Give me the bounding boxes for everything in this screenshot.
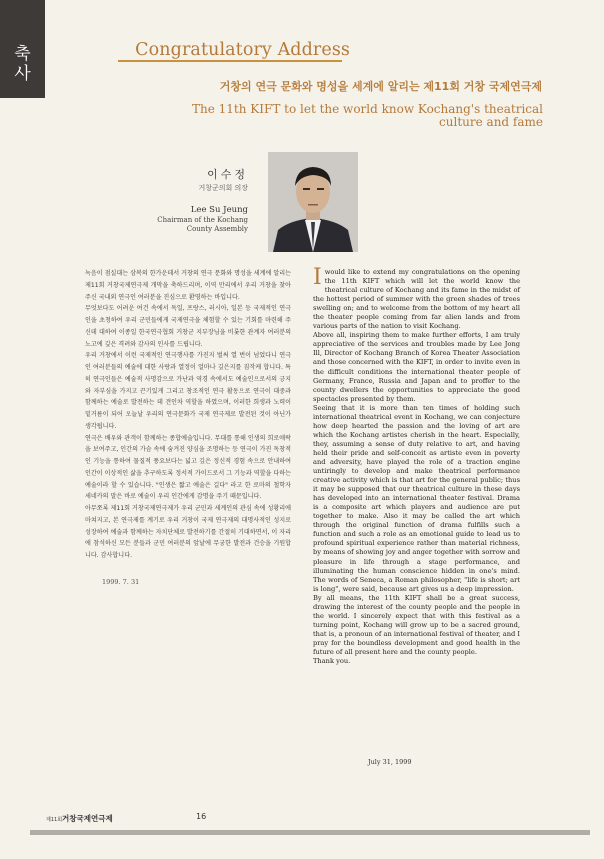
english-date: July 31, 1999 (368, 758, 412, 766)
english-paragraph: By all means, the 11th KIFT shall be a great success, drawing the interest of the county people and the people in the world. I sincerely expect that with this festival as a turning point, Kochang will grow up to be a sacred ground, that is, a pronoun of an international festival of theater, and I pray for the boundless development and good health in the future of all present here and the county people. (313, 593, 520, 656)
author-name-english: Lee Su Jeung (190, 205, 248, 215)
korean-body (85, 268, 291, 562)
author-title-english-line-1: Chairman of the Kochang (157, 216, 248, 224)
footer-brand-prefix: 제11회 (46, 817, 63, 823)
author-name-korean: 이수정 (207, 168, 248, 181)
korean-paragraph: 연극은 배우와 관객이 함께하는 종합예술입니다. 무대를 통해 인생의 희로애락을 보여주고, 인간의 가슴 속에 숨겨진 양심을 조명하는 등 연극이 가진 독창적인 기능을 통하여 물질적 풍요보다는 넓고 깊은 정신적 경험 속으로 안내하여 인간이 이상적인 삶을 추구하도록 정서적 가이드로서 그 기능과 역할을 다하는 예술이라 할 수 있습니다. "인생은 짧고 예술은 길다" 라고 한 로마의 철학자 세네카의 말은 바로 예술이 우리 인간에게 감명을 주기 때문입니다. (85, 434, 291, 501)
korean-paragraph: 무엇보다도 어려운 여건 속에서 독일, 프랑스, 러시아, 일본 등 국제적인 연극인을 초청하여 우리 군민들에게 국제연극을 체험할 수 있는 기회를 마련해 주신데 대하여 이종일 한국연극협회 거창군 지부장님을 비롯한 관계자 여러분의 노고에 깊은 격려와 감사의 인사를 드립니다. (85, 305, 291, 348)
page-number: 16 (196, 812, 207, 821)
footer-rule (30, 830, 590, 835)
english-paragraph: Seeing that it is more than ten times of holding such international theatrical event in Kochang, we can conjecture how deep hearted the passion and the loving of art are which the Kochang artistes cherish in the heart. Especially, they, assuming a sense of duty relative to art, and having held their pride and self-conceit as artiste even in poverty and adversity, have played the role of a traction engine untiringly to develop and make theatrical performance creative activity which is that art for the general public; thus it may be supposed that our theatrical culture in these days has developed into an international theater festival. Drama is a composite art which players and audience are put together to make. Also it may be called the art which through the original function of drama fulfills such a function and such a role as an emotional guide to lead us to profound spiritual experience rather than material richness, by means of showing joy and anger together with sorrow and pleasure in life through a stage performance, and illuminating the human conscience hidden in one's mind. The words of Seneca, a Roman philosopher, "life is short; art is long", were said, because art gives us a deep impression. (313, 403, 520, 593)
footer-brand-name: 거창국제연극제 (62, 814, 113, 823)
author-title-korean: 거창군의회 의장 (198, 184, 248, 192)
author-portrait (268, 152, 358, 252)
english-paragraph-text: would like to extend my congratulations on the opening the 11th KIFT which will let the world know the theatrical culture of Kochang and its fame in the midst of the hottest period of summer with the green shades of trees swelling on; and to welcome from the bottom of my heart all the theater people coming from far alien lands and from various parts of the nation to visit Kochang. (313, 268, 520, 331)
title-rule (118, 60, 342, 62)
english-paragraph: Above all, inspiring them to make further efforts, I am truly appreciative of the services and troubles made by Lee Jong Ill, Director of Kochang Branch of Korea Theater Association and those concerned with the KIFT, in order to invite even in the difficult conditions the international theater people of Germany, France, Russia and Japan and to proffer to the county dwellers the opportunities to appreciate the good spectacles presented by them. (313, 331, 520, 403)
korean-date: 1999. 7. 31 (102, 578, 140, 586)
drop-cap: I (313, 265, 322, 290)
subtitle-korean: 거창의 연극 문화와 명성을 세계에 알리는 제11회 거창 국제연극제 (219, 80, 542, 93)
section-tab-char-1: 축 (14, 44, 31, 64)
page-title: Congratulatory Address (135, 40, 350, 60)
korean-paragraph: 우리 거창에서 이런 국제적인 연극행사를 가진지 벌써 열 번이 넘었다니 연극인 여러분들의 예술에 대한 사랑과 열정이 얼마나 깊은지를 짐작케 합니다. 특히 연극인들은 예술적 사명감으로 가난과 역경 속에서도 예술인으로서의 긍지와 자부심을 가지고 끈기있게 그리고 창조적인 연극 활동으로 연극이 대중과 함께하는 예술로 발전하는 데 견인차 역할을 하였으며, 이러한 희생과 노력이 밑거름이 되어 오늘날 우리의 연극문화가 국제 연극제로 발전된 것이 아닌가 생각됩니다. (85, 352, 291, 430)
english-paragraph: Thank you. (313, 657, 351, 666)
subtitle-english-line-1: The 11th KIFT to let the world know Kochang's theatrical (192, 102, 543, 116)
korean-paragraph: 녹음이 점실대는 삼복의 한가운데서 거창의 연극 문화와 명성을 세계에 알리는 제11회 거창국제연극제 개막을 축하드리며, 이역 만리에서 우리 거창을 찾아주신 국내외 연극인 여러분을 진심으로 환영하는 바입니다. (85, 270, 291, 301)
english-paragraph-first (313, 265, 520, 331)
subtitle-english-line-2: culture and fame (439, 115, 543, 129)
korean-paragraph: 아무쪼록 제11회 거창국제연극제가 우리 군민과 세계인의 관심 속에 성황리에 마쳐지고, 본 연극제를 계기로 우리 거창이 국제 연극제의 대명사적인 성지로 성장하여 예술과 함께하는 자치단체로 발전하기를 간절히 기대하면서, 이 자리에 참석하신 모든 분들과 군민 여러분의 앞날에 무궁한 발전과 건승을 기원합니다. 감사합니다. (85, 505, 291, 559)
author-title-english-line-2: County Assembly (186, 225, 248, 233)
section-tab-char-2: 사 (14, 64, 31, 84)
footer-brand (46, 813, 113, 824)
english-body (313, 265, 520, 666)
